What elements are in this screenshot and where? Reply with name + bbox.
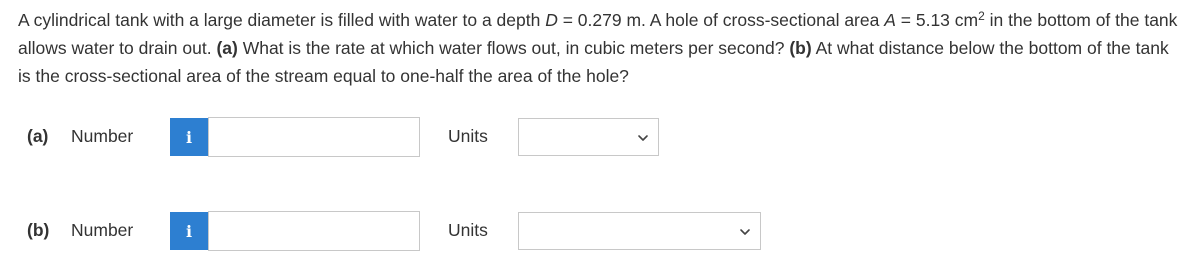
problem-text: = 0.279 m. A hole of cross-sectional area: [557, 10, 885, 30]
units-select-a[interactable]: [518, 118, 659, 156]
answer-row-b: [27, 211, 787, 251]
info-button-a[interactable]: [170, 118, 208, 156]
info-icon: i: [185, 127, 193, 147]
number-input-b[interactable]: [208, 211, 420, 251]
superscript-2: 2: [978, 9, 985, 23]
part-a-marker: (a): [216, 38, 238, 58]
problem-text: in the bottom of the tank allows water to drain out.: [18, 10, 1178, 58]
units-label-b: Units: [448, 220, 488, 240]
info-button-b[interactable]: [170, 212, 208, 250]
problem-text: At what distance below the bottom of the tank is the cross-sectional area of the stream equal to one-half the area of the hole?: [18, 38, 1169, 86]
number-input-a[interactable]: [208, 117, 420, 157]
answer-row-a: [27, 117, 787, 157]
number-label-b: Number: [71, 220, 134, 240]
part-b-marker: (b): [789, 38, 812, 58]
problem-text: A cylindrical tank with a large diameter is filled with water to a depth: [18, 10, 546, 30]
part-label-b: (b): [27, 220, 50, 240]
variable-a: A: [884, 10, 896, 30]
units-label-a: Units: [448, 126, 488, 146]
chevron-down-icon: [637, 132, 649, 144]
variable-d: D: [545, 10, 558, 30]
problem-text: What is the rate at which water flows out, in cubic meters per second?: [237, 38, 790, 58]
part-label-a: (a): [27, 126, 49, 146]
problem-text: = 5.13 cm: [895, 10, 979, 30]
chevron-down-icon: [739, 226, 751, 238]
info-icon: i: [185, 221, 193, 241]
problem-statement: [18, 6, 1183, 90]
units-select-b[interactable]: [518, 212, 761, 250]
number-label-a: Number: [71, 126, 134, 146]
